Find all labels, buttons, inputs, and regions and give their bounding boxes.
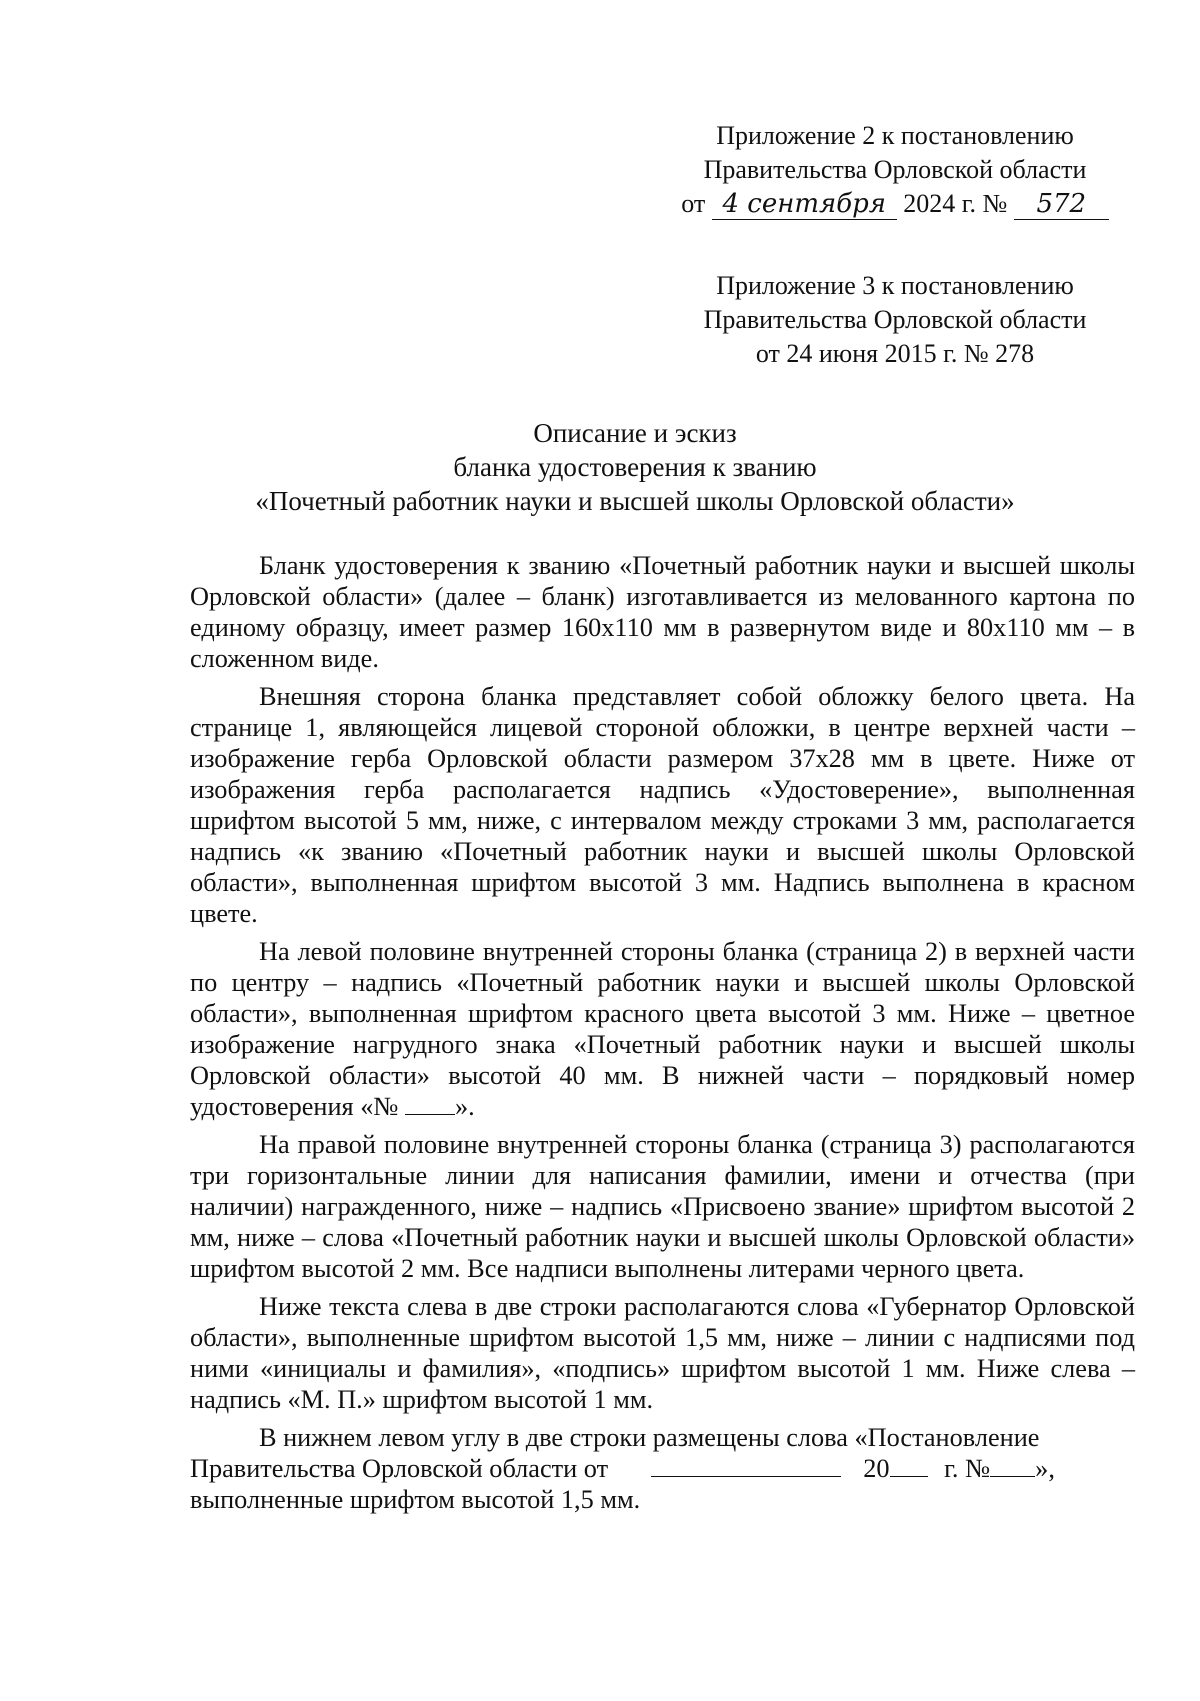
document-body: [190, 550, 1135, 1522]
paragraph-2: Внешняя сторона бланка представляет собой обложку белого цвета. На странице 1, являющейся лицевой стороной обложки, в центре верхней части – изображение герба Орловской области размером 37x28 мм в цвете. Ниже от изображения герба располагается надпись «Удостоверение», выполненная шрифтом высотой 5 мм, ниже, с интервалом между строками 3 мм, располагается надпись «к званию «Почетный работник науки и высшей школы Орловской области», выполненная шрифтом высотой 3 мм. Надпись выполнена в красном цвете.: [190, 682, 1135, 928]
prev-appendix-line-2: Правительства Орловской области: [703, 305, 1087, 334]
number-blank-line: [405, 1092, 455, 1115]
paragraph-3-text: На левой половине внутренней стороны бланка (страница 2) в верхней части по центру – надпись «Почетный работник науки и высшей школы Орловской области», выполненная шрифтом красного цвета высотой 3 мм. Ниже – цветное изображение нагрудного знака «Почетный работник науки и высшей школы Орловской области» высотой 40 мм. В нижней части – порядковый номер удостоверения «№: [190, 937, 1135, 1121]
from-prefix: от: [681, 189, 706, 218]
appendix-header-previous: [660, 269, 1130, 371]
year-and-number-label: 2024 г. №: [903, 189, 1008, 218]
year-prefix: 20: [863, 1454, 890, 1483]
paragraph-6-quote-end: »,: [1035, 1454, 1055, 1483]
prev-appendix-line-1: Приложение 3 к постановлению: [716, 271, 1074, 300]
title-line-2: бланка удостоверения к званию: [453, 452, 817, 482]
date-blank-line: [651, 1454, 841, 1477]
title-line-1: Описание и эскиз: [533, 418, 737, 448]
decree-number-blank-line: [990, 1454, 1035, 1477]
appendix-line-3: [660, 187, 1130, 221]
year-blank-line: [890, 1454, 928, 1477]
document-title: [130, 416, 1140, 518]
paragraph-6: [190, 1422, 1135, 1515]
paragraph-5: Ниже текста слева в две строки располагаются слова «Губернатор Орловской области», выполненные шрифтом высотой 1,5 мм, ниже – линии с надписями под ними «инициалы и фамилия», «подпись» шрифтом высотой 1 мм. Ниже слева – надпись «М. П.» шрифтом высотой 1 мм.: [190, 1292, 1135, 1414]
handwritten-date: 4 сентября: [712, 189, 897, 220]
number-label: г. №: [944, 1454, 991, 1483]
prev-appendix-line-3: от 24 июня 2015 г. № 278: [755, 339, 1035, 368]
appendix-line-1: Приложение 2 к постановлению: [716, 121, 1074, 150]
paragraph-3: [190, 936, 1135, 1122]
title-line-3: «Почетный работник науки и высшей школы Орловской области»: [255, 486, 1015, 516]
paragraph-4: На правой половине внутренней стороны бланка (страница 3) располагаются три горизонтальные линии для написания фамилии, имени и отчества (при наличии) награжденного, ниже – надпись «Присвоено звание» шрифтом высотой 2 мм, ниже – слова «Почетный работник науки и высшей школы Орловской области» шрифтом высотой 2 мм. Все надписи выполнены литерами черного цвета.: [190, 1130, 1135, 1283]
appendix-line-2: Правительства Орловской области: [703, 155, 1087, 184]
paragraph-3-end: ».: [455, 1092, 475, 1121]
appendix-header-current: [660, 119, 1130, 221]
handwritten-number: 572: [1014, 189, 1109, 220]
paragraph-6-text: В нижнем левом углу в две строки размещены слова «Постановление Правительства Орловской области от: [190, 1423, 1040, 1483]
paragraph-1: Бланк удостоверения к званию «Почетный работник науки и высшей школы Орловской области» (далее – бланк) изготавливается из мелованного картона по единому образцу, имеет размер 160x110 мм в развернутом виде и 80x110 мм – в сложенном виде.: [190, 551, 1135, 673]
paragraph-6-last-line: выполненные шрифтом высотой 1,5 мм.: [190, 1485, 641, 1514]
